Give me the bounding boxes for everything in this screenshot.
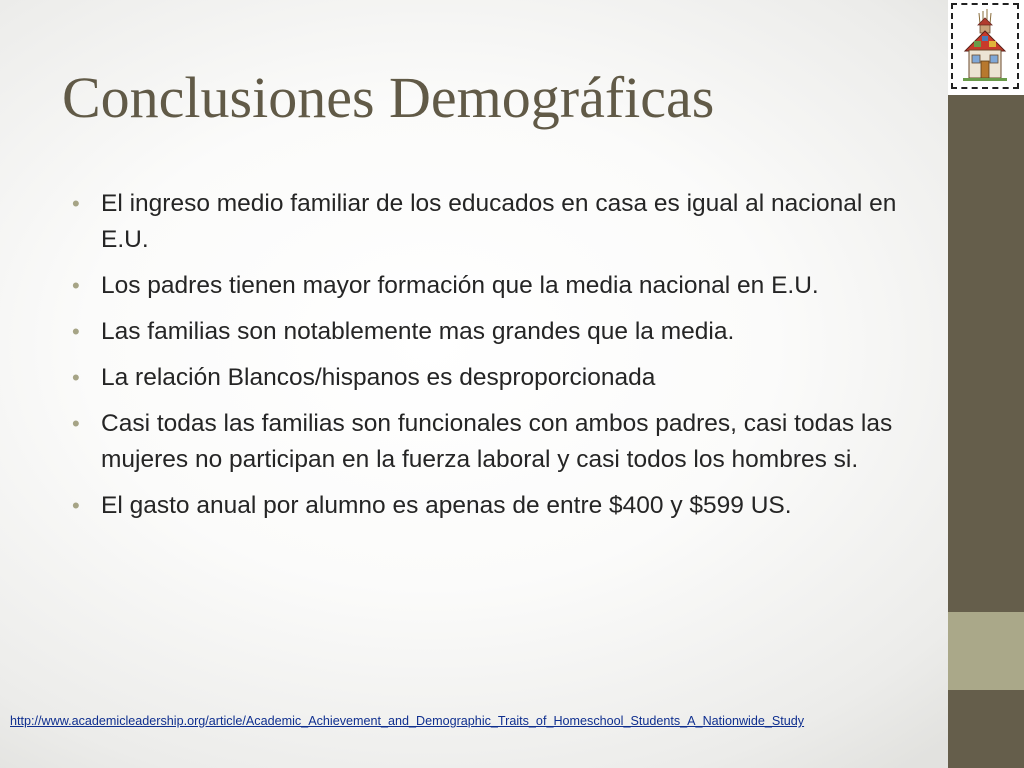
side-strip-light [948, 612, 1024, 690]
bullet-marker-icon: • [72, 365, 80, 390]
bullet-marker-icon: • [72, 493, 80, 518]
bullet-item [72, 314, 912, 350]
bullet-list [72, 186, 912, 534]
side-strip-dark-lower [948, 690, 1024, 768]
logo-frame [951, 3, 1019, 89]
bullet-marker-icon: • [72, 191, 80, 216]
bullet-item [72, 186, 912, 258]
bullet-item [72, 406, 912, 478]
side-strip-dark-upper [948, 95, 1024, 612]
bullet-text: El ingreso medio familiar de los educados en casa es igual al nacional en E.U. [101, 190, 897, 253]
slide-title: Conclusiones Demográficas [62, 65, 715, 130]
bullet-marker-icon: • [72, 319, 80, 344]
bullet-item [72, 268, 912, 304]
bullet-text: Casi todas las familias son funcionales con ambos padres, casi todas las mujeres no participan en la fuerza laboral y casi todos los hombres si. [101, 410, 893, 473]
source-link[interactable]: http://www.academicleadership.org/article/Academic_Achievement_and_Demographic_Traits_of_Homeschool_Students_A_Nationwide_Study [10, 714, 805, 728]
bullet-item [72, 488, 912, 524]
schoolhouse-icon [953, 5, 1017, 87]
bullet-marker-icon: • [72, 411, 80, 436]
bullet-text: La relación Blancos/hispanos es desproporcionada [101, 364, 656, 391]
bullet-text: Las familias son notablemente mas grandes que la media. [101, 318, 735, 345]
bullet-marker-icon: • [72, 273, 80, 298]
bullet-item [72, 360, 912, 396]
bullet-text: El gasto anual por alumno es apenas de entre $400 y $599 US. [101, 492, 792, 519]
bullet-text: Los padres tienen mayor formación que la media nacional en E.U. [101, 272, 819, 299]
